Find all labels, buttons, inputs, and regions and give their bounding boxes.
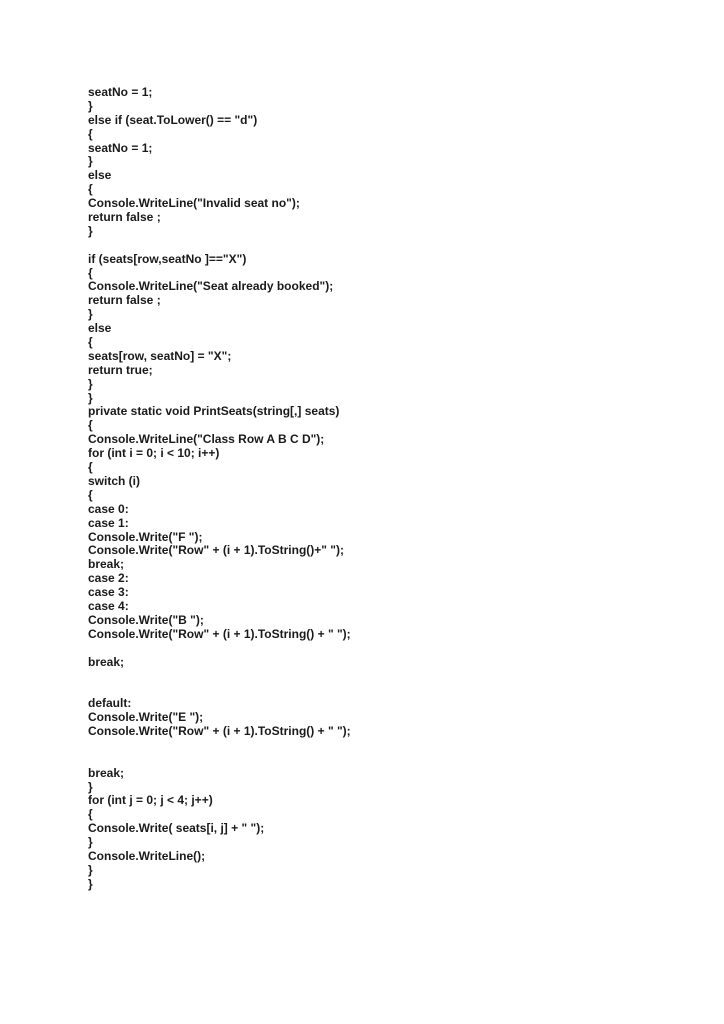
code-line: { <box>88 487 93 502</box>
code-line: default: <box>88 696 132 711</box>
code-line: case 2: <box>88 571 129 586</box>
code-line: for (int i = 0; i < 10; i++) <box>88 446 220 461</box>
code-line: private static void PrintSeats(string[,] seats) <box>88 404 340 419</box>
code-line: return true; <box>88 362 153 377</box>
code-line: Console.WriteLine("Invalid seat no"); <box>88 196 300 211</box>
code-line: case 3: <box>88 585 129 600</box>
code-line: break; <box>88 765 125 780</box>
code-line: Console.Write( seats[i, j] + " "); <box>88 821 265 836</box>
code-line: Console.WriteLine("Class Row A B C D"); <box>88 432 325 447</box>
code-line: } <box>88 862 93 877</box>
code-line: } <box>88 223 93 238</box>
code-line: else <box>88 321 112 336</box>
blank-line <box>88 739 688 753</box>
code-line: case 4: <box>88 598 129 613</box>
code-line: { <box>88 126 93 141</box>
code-line: if (seats[row,seatNo ]=="X") <box>88 251 247 266</box>
code-line: return false ; <box>88 210 161 225</box>
code-line: break; <box>88 654 125 669</box>
code-line: return false ; <box>88 293 161 308</box>
code-listing <box>88 86 688 892</box>
code-line: break; <box>88 557 125 572</box>
code-line: seats[row, seatNo] = "X"; <box>88 348 232 363</box>
code-line: Console.WriteLine("Seat already booked"); <box>88 279 334 294</box>
code-line: } <box>88 835 93 850</box>
code-line: Console.Write("Row" + (i + 1).ToString() + " "); <box>88 723 351 738</box>
code-line: Console.Write("Row" + (i + 1).ToString()+" "); <box>88 543 344 558</box>
code-line: } <box>88 390 93 405</box>
blank-line <box>88 239 688 253</box>
code-line: seatNo = 1; <box>88 140 153 155</box>
code-line: for (int j = 0; j < 4; j++) <box>88 793 213 808</box>
blank-line <box>88 669 688 683</box>
code-line: { <box>88 335 93 350</box>
code-line: else <box>88 168 112 183</box>
code-line: else if (seat.ToLower() == "d") <box>88 112 258 127</box>
code-line: { <box>88 807 93 822</box>
code-line: } <box>88 154 93 169</box>
code-line: } <box>88 307 93 322</box>
code-line: } <box>88 876 93 891</box>
code-line: Console.Write("E "); <box>88 710 204 725</box>
code-line: switch (i) <box>88 473 141 488</box>
code-line: Console.Write("F "); <box>88 529 203 544</box>
code-line: { <box>88 460 93 475</box>
code-line: case 1: <box>88 515 129 530</box>
code-line: Console.WriteLine(); <box>88 848 206 863</box>
blank-line <box>88 642 688 656</box>
code-line: { <box>88 182 93 197</box>
blank-line <box>88 683 688 697</box>
code-line: { <box>88 265 93 280</box>
code-line: } <box>88 779 93 794</box>
code-line: } <box>88 98 93 113</box>
code-line: Console.Write("Row" + (i + 1).ToString() + " "); <box>88 626 351 641</box>
blank-line <box>88 753 688 767</box>
code-line: seatNo = 1; <box>88 85 153 99</box>
code-line: { <box>88 418 93 433</box>
code-line: Console.Write("B "); <box>88 612 204 627</box>
code-line: case 0: <box>88 501 129 516</box>
code-line: } <box>88 376 93 391</box>
